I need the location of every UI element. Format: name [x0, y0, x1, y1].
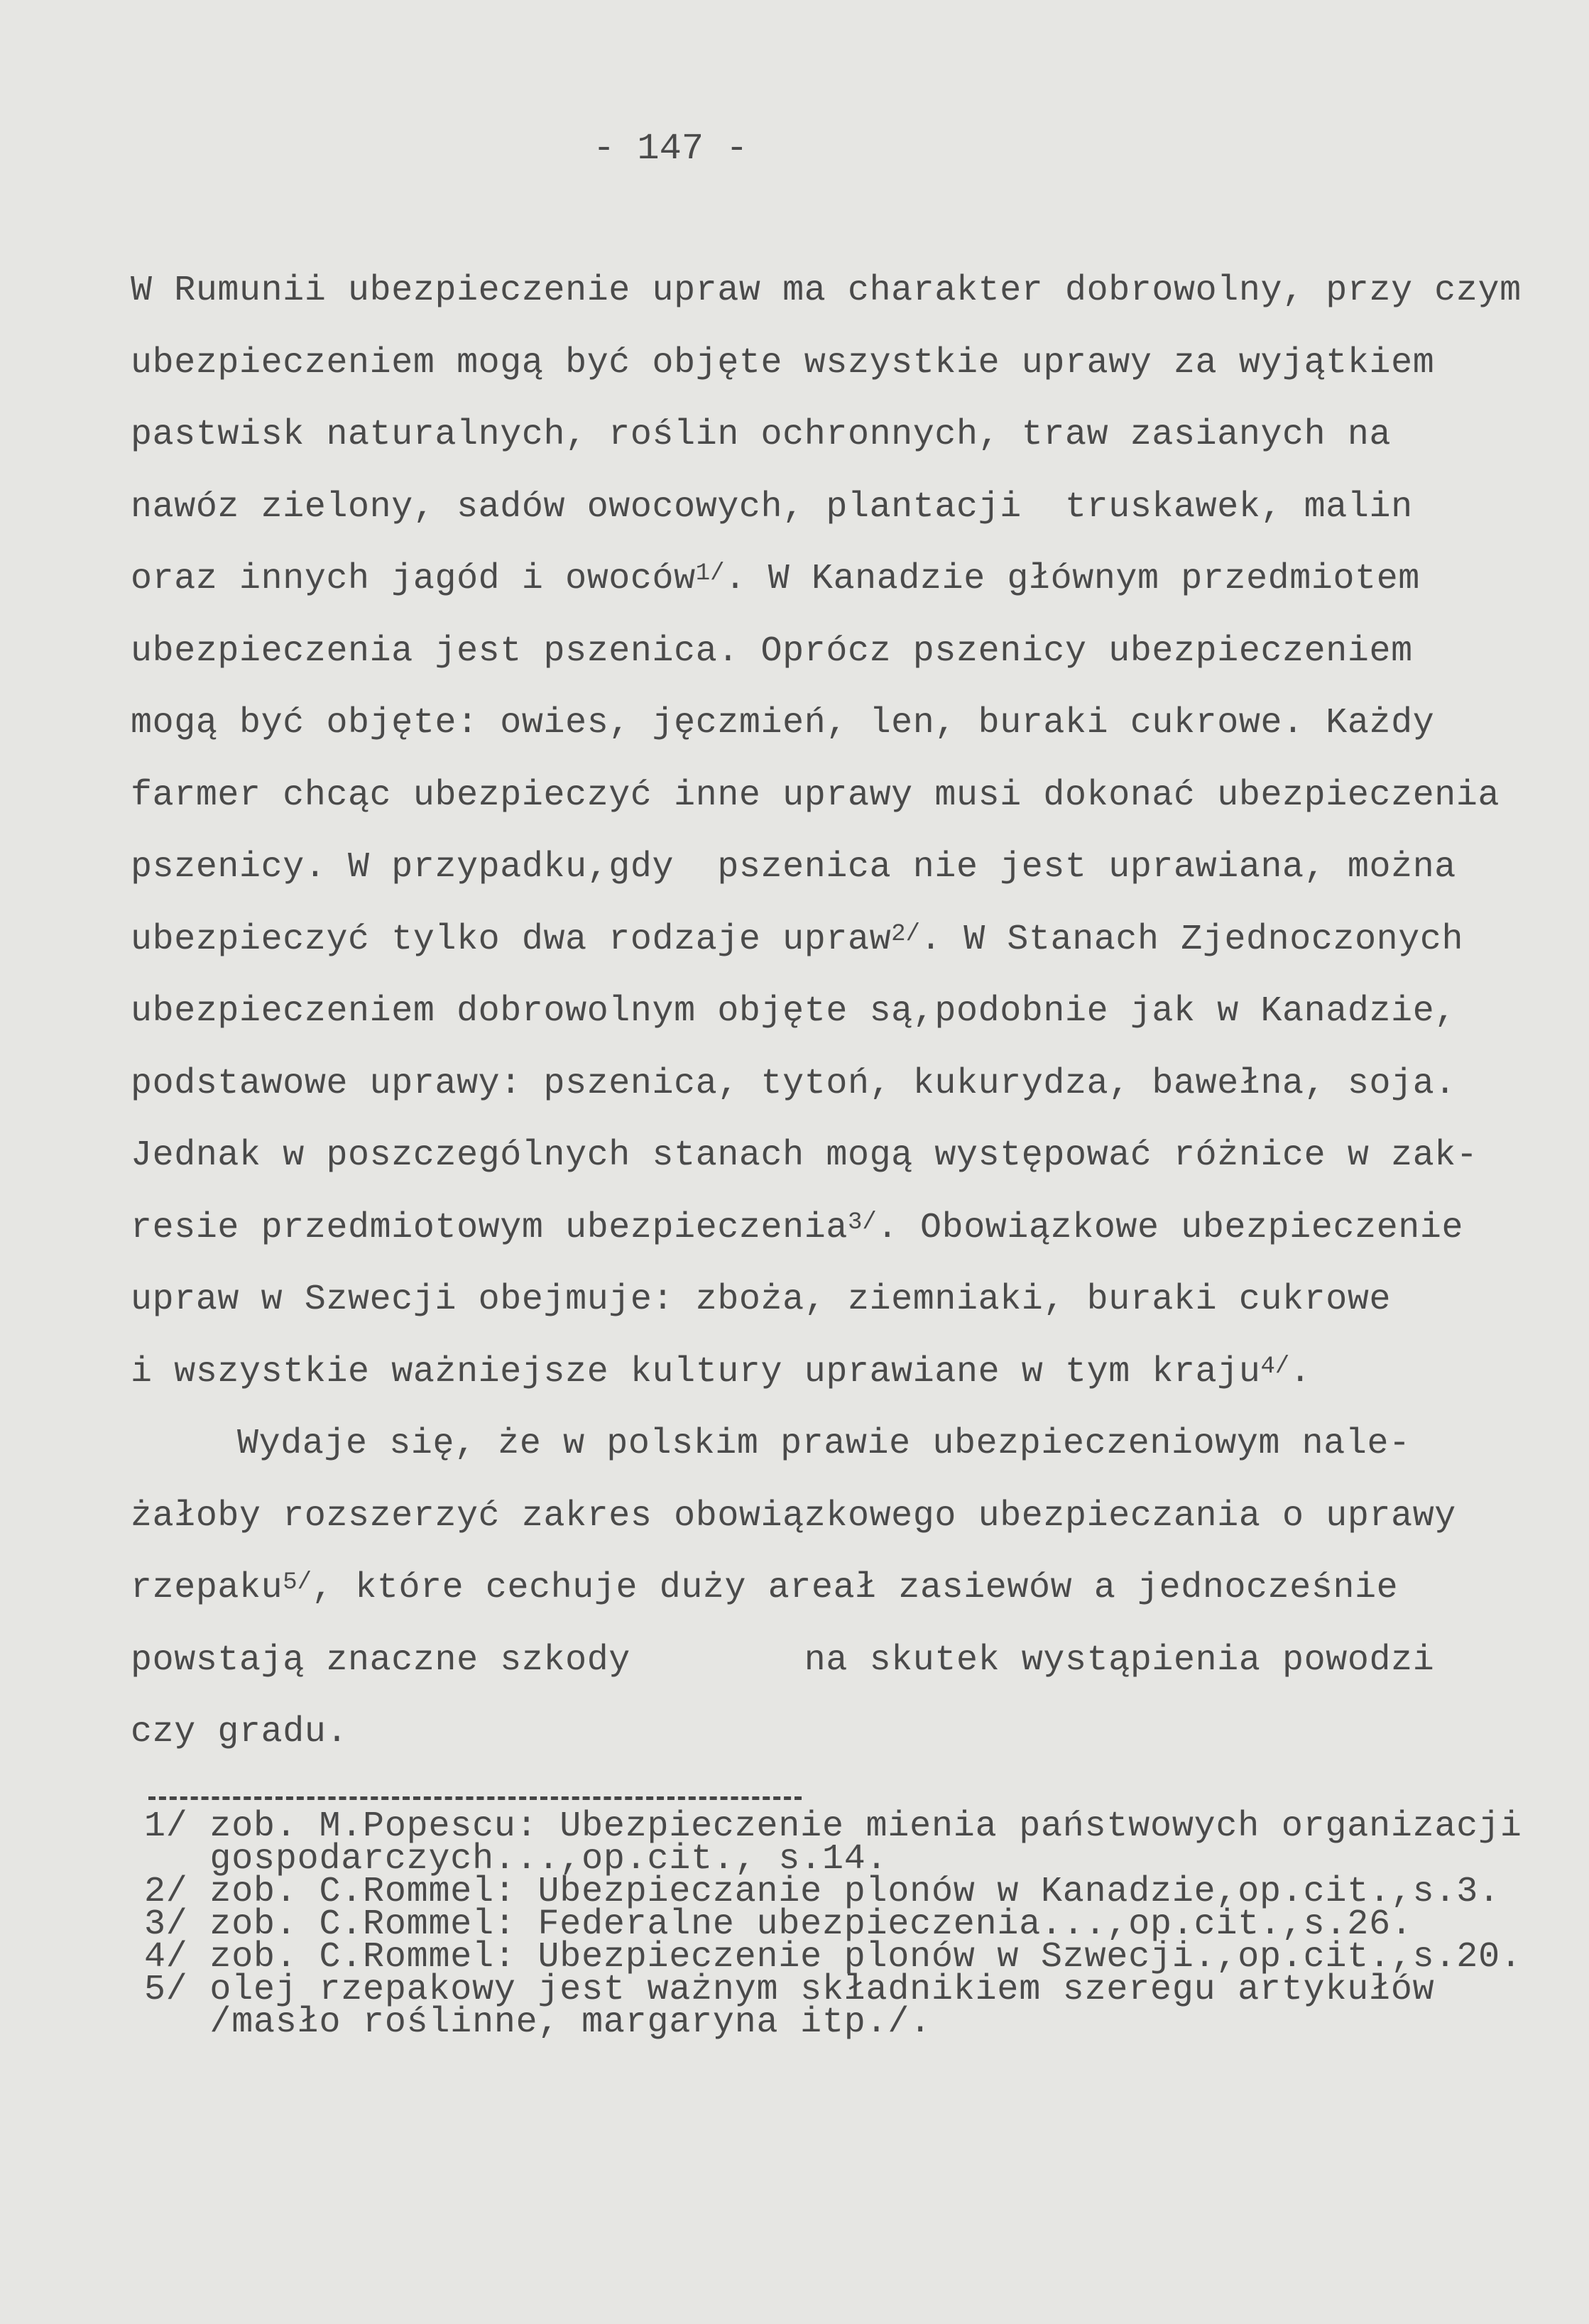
- line-text: farmer chcąc ubezpieczyć inne uprawy musi dokonać ubezpieczenia: [131, 775, 1500, 816]
- line-text: pastwisk naturalnych, roślin ochronnych, traw zasianych na: [131, 415, 1392, 455]
- footnote-ref: 5/: [283, 1569, 312, 1596]
- line-text: oraz innych jagód i owoców: [131, 559, 696, 599]
- line-text-after: .: [1289, 1351, 1311, 1392]
- line-text: nawóz zielony, sadów owocowych, plantacji truskawek, malin: [131, 486, 1413, 528]
- body-line: [131, 342, 1434, 385]
- body-line: [131, 846, 1456, 889]
- footnote-line: /masło roślinne, margaryna itp./.: [144, 2002, 932, 2043]
- footnote-ref: 4/: [1260, 1353, 1290, 1380]
- body-line: [131, 1063, 1456, 1106]
- body-line: [131, 1135, 1478, 1177]
- line-text: upraw w Szwecji obejmuje: zboża, ziemniaki, buraki cukrowe: [131, 1280, 1392, 1320]
- body-line: [131, 702, 1434, 745]
- footnote-line: 1/ zob. M.Popescu: Ubezpieczenie mienia państwowych organizacji: [144, 1806, 1522, 1847]
- line-text-after: . W Kanadzie głównym przedmiotem: [724, 559, 1420, 599]
- line-text: rzepaku: [131, 1568, 283, 1608]
- footnote-line: 4/ zob. C.Rommel: Ubezpieczenie plonów w Szwecji.,op.cit.,s.20.: [144, 1937, 1522, 1977]
- footnote-line: 3/ zob. C.Rommel: Federalne ubezpieczenia...,op.cit.,s.26.: [144, 1904, 1413, 1945]
- body-line: [131, 558, 1420, 601]
- line-text: Jednak w poszczególnych stanach mogą występować różnice w zak-: [131, 1135, 1478, 1176]
- footnote-ref: 1/: [695, 560, 725, 587]
- line-text: żałoby rozszerzyć zakres obowiązkowego ubezpieczania o uprawy: [131, 1495, 1456, 1537]
- body-line: [131, 1567, 1398, 1610]
- line-text: resie przedmiotowym ubezpieczenia: [131, 1207, 848, 1248]
- line-text: ubezpieczenia jest pszenica. Oprócz pszenicy ubezpieczeniem: [131, 631, 1413, 672]
- footnote-ref: 3/: [847, 1209, 877, 1236]
- footnote-line: gospodarczych...,op.cit., s.14.: [144, 1839, 888, 1880]
- body-line: [131, 1495, 1456, 1538]
- line-text: powstają znaczne szkody na skutek wystąpienia powodzi: [131, 1640, 1435, 1681]
- footnote-line: 5/ olej rzepakowy jest ważnym składnikiem szeregu artykułów: [144, 1970, 1435, 2010]
- line-text: ubezpieczeniem mogą być objęte wszystkie uprawy za wyjątkiem: [131, 342, 1435, 383]
- line-text: i wszystkie ważniejsze kultury uprawiane w tym kraju: [131, 1351, 1261, 1392]
- footnote-ref: 2/: [891, 920, 920, 948]
- body-line: [237, 1423, 1411, 1466]
- body-line: [131, 631, 1413, 673]
- line-text: W Rumunii ubezpieczenie upraw ma charakter dobrowolny, przy czym: [131, 271, 1522, 311]
- body-line: [131, 414, 1391, 457]
- line-text-after: . W Stanach Zjednoczonych: [919, 919, 1464, 960]
- line-text: podstawowe uprawy: pszenica, tytoń, kukurydza, bawełna, soja.: [131, 1063, 1456, 1104]
- body-line: [131, 486, 1413, 529]
- footnote-separator: [148, 1796, 802, 1800]
- body-line: [131, 1351, 1311, 1394]
- page-number: - 147 -: [593, 128, 748, 170]
- line-text: pszenicy. W przypadku,gdy pszenica nie jest uprawiana, można: [131, 847, 1456, 888]
- line-text-after: . Obowiązkowe ubezpieczenie: [876, 1207, 1464, 1248]
- body-line: [131, 775, 1500, 817]
- body-line: [131, 991, 1456, 1033]
- body-line: [131, 919, 1463, 961]
- line-text: mogą być objęte: owies, jęczmień, len, buraki cukrowe. Każdy: [131, 703, 1435, 743]
- line-text-after: , które cechuje duży areał zasiewów a jednocześnie: [312, 1568, 1399, 1608]
- body-line: [131, 1711, 348, 1754]
- body-line: [131, 270, 1522, 312]
- line-text: czy gradu.: [131, 1712, 349, 1752]
- line-text: Wydaje się, że w polskim prawie ubezpieczeniowym nale-: [237, 1424, 1411, 1464]
- body-line: [131, 1640, 1434, 1682]
- footnote-line: 2/ zob. C.Rommel: Ubezpieczanie plonów w Kanadzie,op.cit.,s.3.: [144, 1872, 1500, 1912]
- line-text: ubezpieczeniem dobrowolnym objęte są,podobnie jak w Kanadzie,: [131, 991, 1456, 1032]
- body-line: [131, 1279, 1391, 1321]
- body-line: [131, 1207, 1463, 1250]
- line-text: ubezpieczyć tylko dwa rodzaje upraw: [131, 919, 892, 960]
